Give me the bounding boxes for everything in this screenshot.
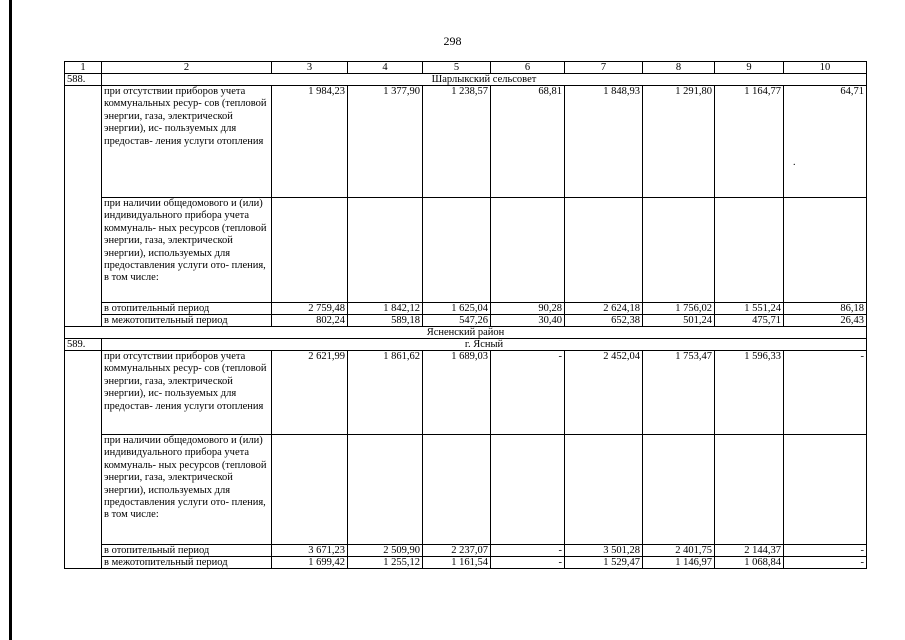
- table-cell: 2 624,18: [565, 303, 643, 315]
- table-cell: 475,71: [715, 315, 784, 327]
- row-description: в отопительный период: [102, 545, 272, 557]
- column-header: 7: [565, 62, 643, 74]
- table-cell: [272, 198, 348, 303]
- table-cell: 1 238,57: [423, 86, 491, 198]
- table-cell: [423, 435, 491, 545]
- table-cell: 1 551,24: [715, 303, 784, 315]
- table-cell: 1 291,80: [643, 86, 715, 198]
- table-cell: -: [784, 545, 867, 557]
- column-header: 1: [65, 62, 102, 74]
- table-cell: 2 759,48: [272, 303, 348, 315]
- table-row: [65, 351, 867, 435]
- table-cell: 1 984,23: [272, 86, 348, 198]
- table-cell: [491, 435, 565, 545]
- table-cell: 1 842,12: [348, 303, 423, 315]
- table-cell: 802,24: [272, 315, 348, 327]
- table-cell: -: [491, 545, 565, 557]
- column-header: 10: [784, 62, 867, 74]
- table-row: [65, 86, 867, 198]
- table-row: [65, 557, 867, 569]
- tariff-table: [64, 61, 867, 569]
- row-description: при наличии общедомового и (или) индивидуального прибора учета коммуналь- ных ресурсов (тепловой энергии, газа, электрической энергии), используемых для предоставления услуги ото- пления, в том числе:: [102, 435, 272, 545]
- table-cell: [715, 435, 784, 545]
- table-cell: 1 146,97: [643, 557, 715, 569]
- table-cell: 1 625,04: [423, 303, 491, 315]
- table-cell: 1 699,42: [272, 557, 348, 569]
- column-header: 4: [348, 62, 423, 74]
- table-row: [65, 315, 867, 327]
- table-cell: 2 401,75: [643, 545, 715, 557]
- section-row: [65, 74, 867, 86]
- table-cell: [565, 435, 643, 545]
- column-header: 3: [272, 62, 348, 74]
- table-row: [65, 303, 867, 315]
- column-header: 2: [102, 62, 272, 74]
- stray-dot-mark: .: [793, 157, 796, 168]
- table-row: [65, 435, 867, 545]
- section-title: Шарлыкский сельсовет: [102, 74, 867, 86]
- table-cell: 1 689,03: [423, 351, 491, 435]
- table-cell: [643, 435, 715, 545]
- row-description: в межотопительный период: [102, 557, 272, 569]
- table-cell: 2 144,37: [715, 545, 784, 557]
- table-cell: 1 164,77: [715, 86, 784, 198]
- table-cell: 1 756,02: [643, 303, 715, 315]
- row-number: 589.: [65, 339, 102, 351]
- table-cell: 2 509,90: [348, 545, 423, 557]
- table-cell: 1 848,93: [565, 86, 643, 198]
- table-cell: [272, 435, 348, 545]
- table-cell: 1 861,62: [348, 351, 423, 435]
- table-cell: 90,28: [491, 303, 565, 315]
- table-cell: 1 068,84: [715, 557, 784, 569]
- table-cell: 26,43: [784, 315, 867, 327]
- table-cell: 1 753,47: [643, 351, 715, 435]
- table-cell: [715, 198, 784, 303]
- table-cell: [423, 198, 491, 303]
- district-row: [65, 327, 867, 339]
- table-cell: 2 452,04: [565, 351, 643, 435]
- row-description: в отопительный период: [102, 303, 272, 315]
- table-cell: 1 255,12: [348, 557, 423, 569]
- table-cell: [491, 198, 565, 303]
- table-cell: [784, 198, 867, 303]
- table-cell: -: [784, 351, 867, 435]
- column-header: 6: [491, 62, 565, 74]
- page-number: 298: [443, 34, 462, 48]
- section-row: [65, 339, 867, 351]
- row-description: при отсутствии приборов учета коммунальных ресур- сов (тепловой энергии, газа, электрической энергии), ис- пользуемых для предостав- ления услуги отопления: [102, 86, 272, 198]
- table-cell: [784, 435, 867, 545]
- table-cell: 1 161,54: [423, 557, 491, 569]
- table-cell: 1 596,33: [715, 351, 784, 435]
- table-cell: 30,40: [491, 315, 565, 327]
- table-cell: 68,81: [491, 86, 565, 198]
- table-cell: 547,26: [423, 315, 491, 327]
- table-cell: 1 529,47: [565, 557, 643, 569]
- table-cell: 652,38: [565, 315, 643, 327]
- column-header: 9: [715, 62, 784, 74]
- table-row: [65, 545, 867, 557]
- table-cell: 501,24: [643, 315, 715, 327]
- row-number-spacer: [65, 351, 102, 569]
- table-cell: 3 671,23: [272, 545, 348, 557]
- section-title: г. Ясный: [102, 339, 867, 351]
- table-cell: [348, 435, 423, 545]
- table-cell: -: [784, 557, 867, 569]
- table-cell: 86,18: [784, 303, 867, 315]
- row-description: при отсутствии приборов учета коммунальных ресур- сов (тепловой энергии, газа, электрической энергии), ис- пользуемых для предостав- ления услуги отопления: [102, 351, 272, 435]
- table-cell: 589,18: [348, 315, 423, 327]
- district-title: Ясненский район: [65, 327, 867, 339]
- table-cell: [348, 198, 423, 303]
- row-description: в межотопительный период: [102, 315, 272, 327]
- table-cell: [565, 198, 643, 303]
- column-header-row: [65, 62, 867, 74]
- table-cell: 64,71: [784, 86, 867, 198]
- column-header: 5: [423, 62, 491, 74]
- page-edge-line: [9, 0, 12, 640]
- table-row: [65, 198, 867, 303]
- table-cell: 2 237,07: [423, 545, 491, 557]
- row-description: при наличии общедомового и (или) индивидуального прибора учета коммуналь- ных ресурсов (тепловой энергии, газа, электрической энергии), используемых для предоставления услуги ото- пления, в том числе:: [102, 198, 272, 303]
- table-cell: -: [491, 351, 565, 435]
- table-cell: 1 377,90: [348, 86, 423, 198]
- row-number-spacer: [65, 86, 102, 327]
- row-number: 588.: [65, 74, 102, 86]
- column-header: 8: [643, 62, 715, 74]
- table-cell: -: [491, 557, 565, 569]
- table-cell: 3 501,28: [565, 545, 643, 557]
- table-cell: [643, 198, 715, 303]
- table-cell: 2 621,99: [272, 351, 348, 435]
